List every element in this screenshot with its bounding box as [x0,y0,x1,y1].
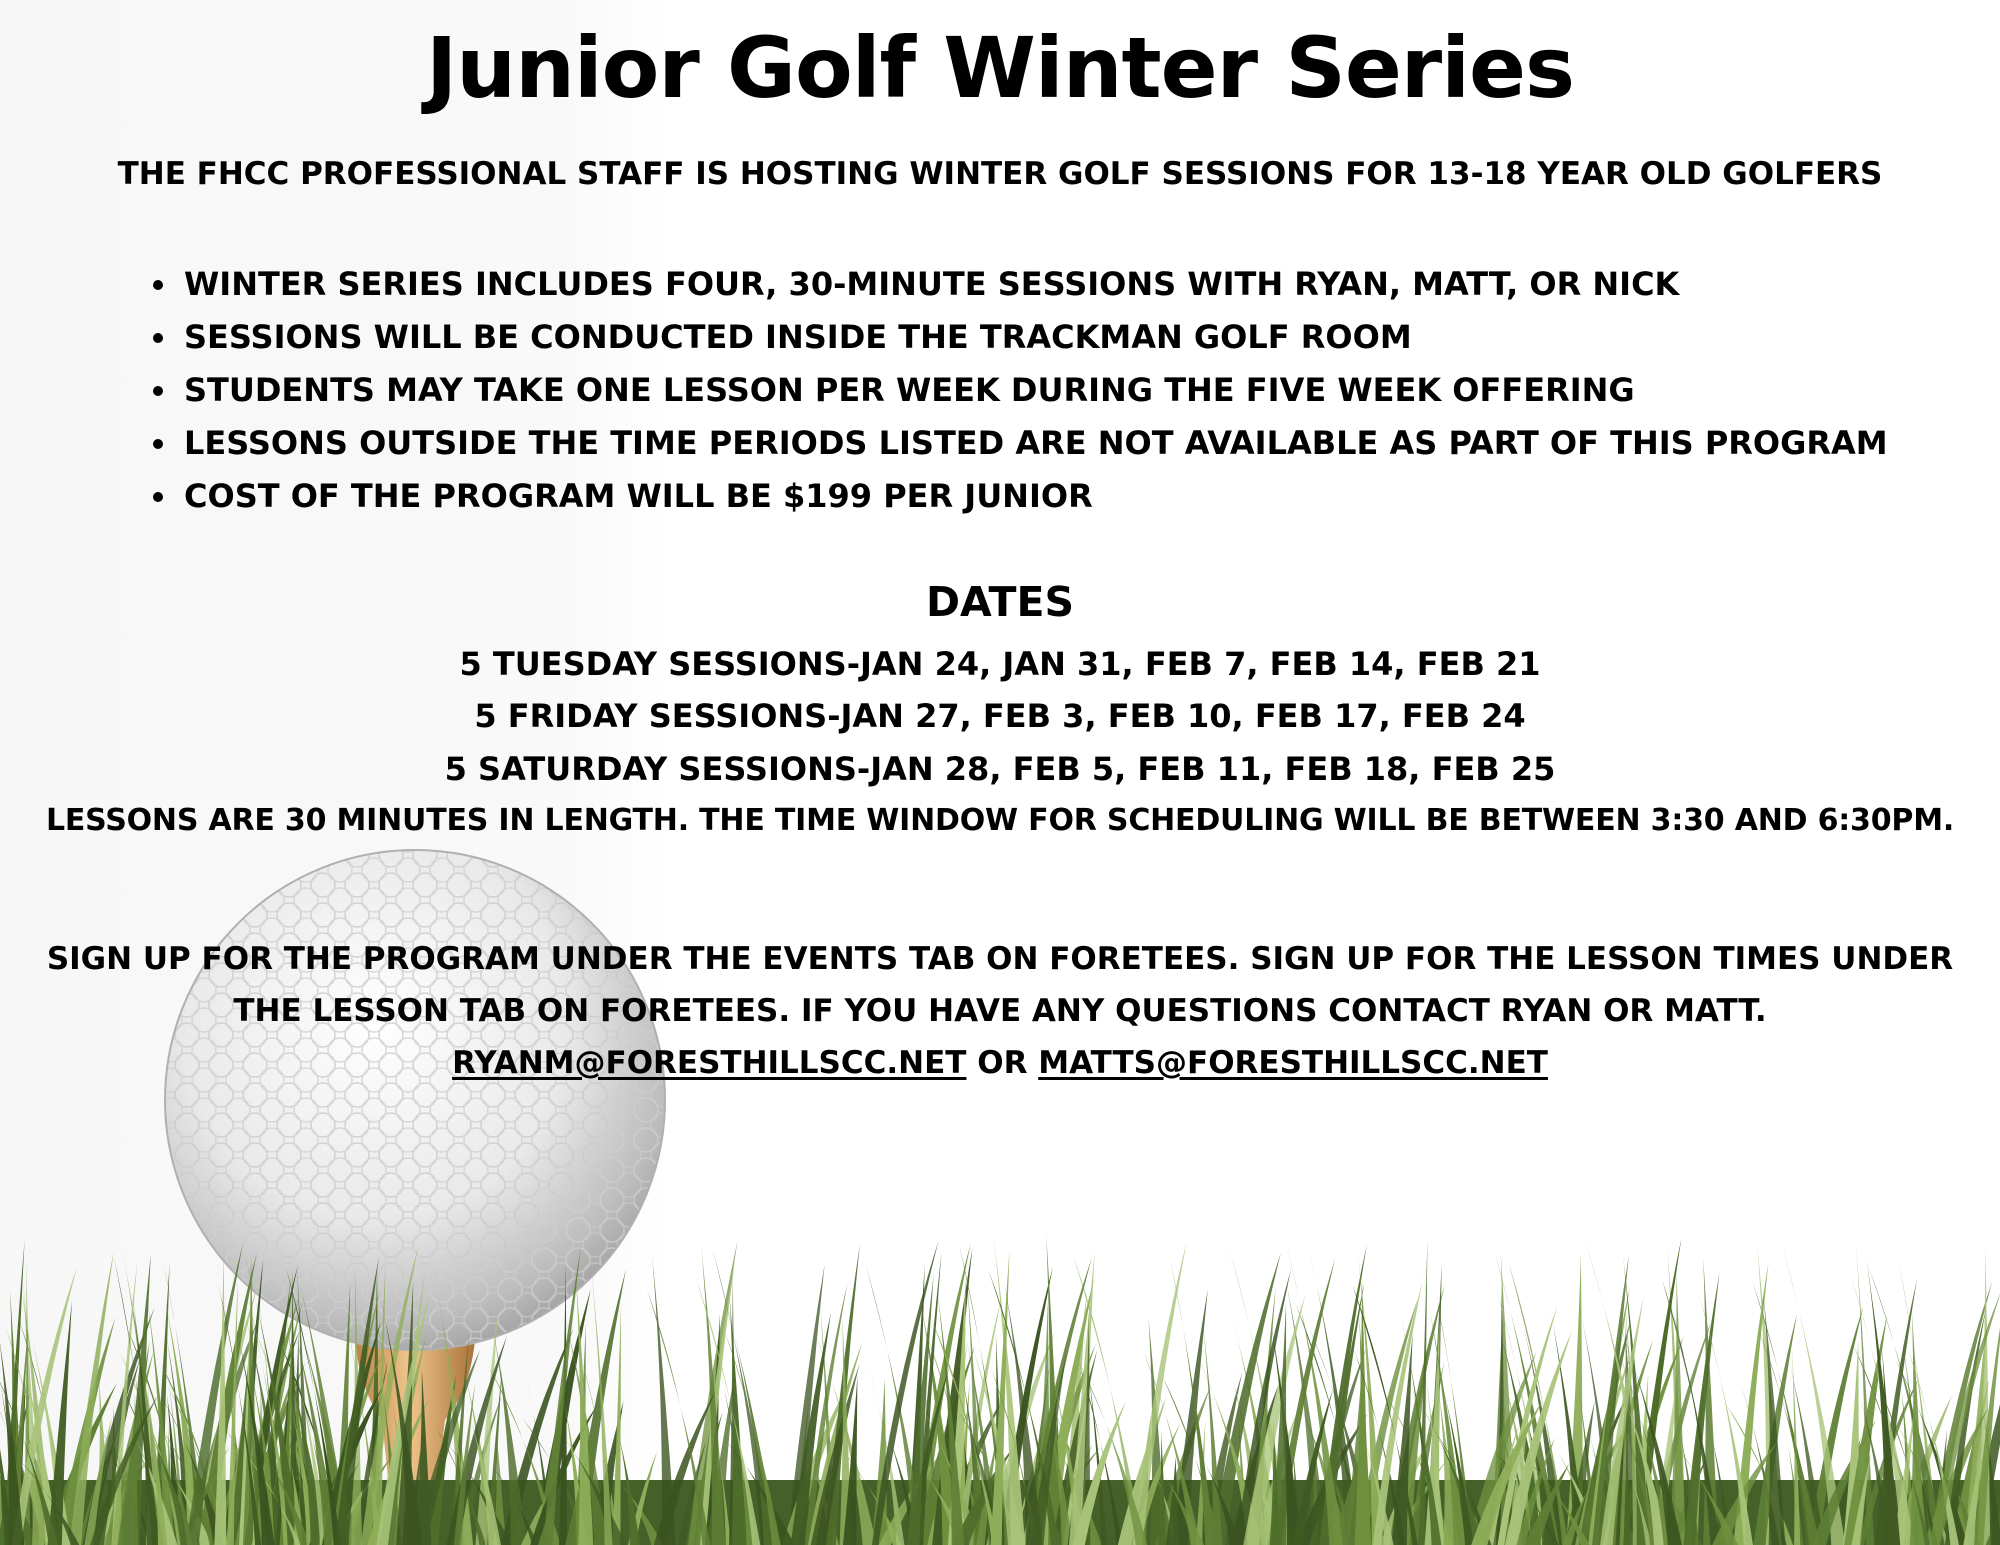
list-item: • WINTER SERIES INCLUDES FOUR, 30-MINUTE SESSIONS WITH RYAN, MATT, OR NICK [180,258,1888,311]
email-separator: OR [966,1045,1039,1081]
page-title: Junior Golf Winter Series [426,19,1574,117]
list-item: • STUDENTS MAY TAKE ONE LESSON PER WEEK DURING THE FIVE WEEK OFFERING [180,364,1888,417]
list-item: • SESSIONS WILL BE CONDUCTED INSIDE THE TRACKMAN GOLF ROOM [180,311,1888,364]
saturday-sessions: 5 SATURDAY SESSIONS-JAN 28, FEB 5, FEB 11, FEB 18, FEB 25 [444,750,1556,788]
list-item: • LESSONS OUTSIDE THE TIME PERIODS LISTED ARE NOT AVAILABLE AS PART OF THIS PROGRAM [180,417,1888,470]
list-item: • COST OF THE PROGRAM WILL BE $199 PER JUNIOR [180,470,1888,523]
program-details-list [140,258,1888,523]
contact-emails [0,1045,2000,1082]
dates-heading: DATES [925,578,1075,626]
ryan-email-link[interactable]: RYANM@FORESTHILLSCC.NET [452,1045,967,1081]
friday-sessions: 5 FRIDAY SESSIONS-JAN 27, FEB 3, FEB 10, FEB 17, FEB 24 [474,697,1526,735]
signup-instructions-line-2: THE LESSON TAB ON FORETEES. IF YOU HAVE ANY QUESTIONS CONTACT RYAN OR MATT. [233,993,1767,1029]
signup-instructions-line-1: SIGN UP FOR THE PROGRAM UNDER THE EVENTS TAB ON FORETEES. SIGN UP FOR THE LESSON TIMES UNDER [46,941,1954,977]
golf-ball-icon [165,850,665,1350]
lesson-length-note: LESSONS ARE 30 MINUTES IN LENGTH. THE TIME WINDOW FOR SCHEDULING WILL BE BETWEEN 3:30 AND 6:30PM. [45,803,1955,838]
tuesday-sessions: 5 TUESDAY SESSIONS-JAN 24, JAN 31, FEB 7, FEB 14, FEB 21 [459,645,1541,683]
subtitle: THE FHCC PROFESSIONAL STAFF IS HOSTING WINTER GOLF SESSIONS FOR 13-18 YEAR OLD GOLFERS [117,156,1883,192]
matt-email-link[interactable]: MATTS@FORESTHILLSCC.NET [1038,1045,1548,1081]
